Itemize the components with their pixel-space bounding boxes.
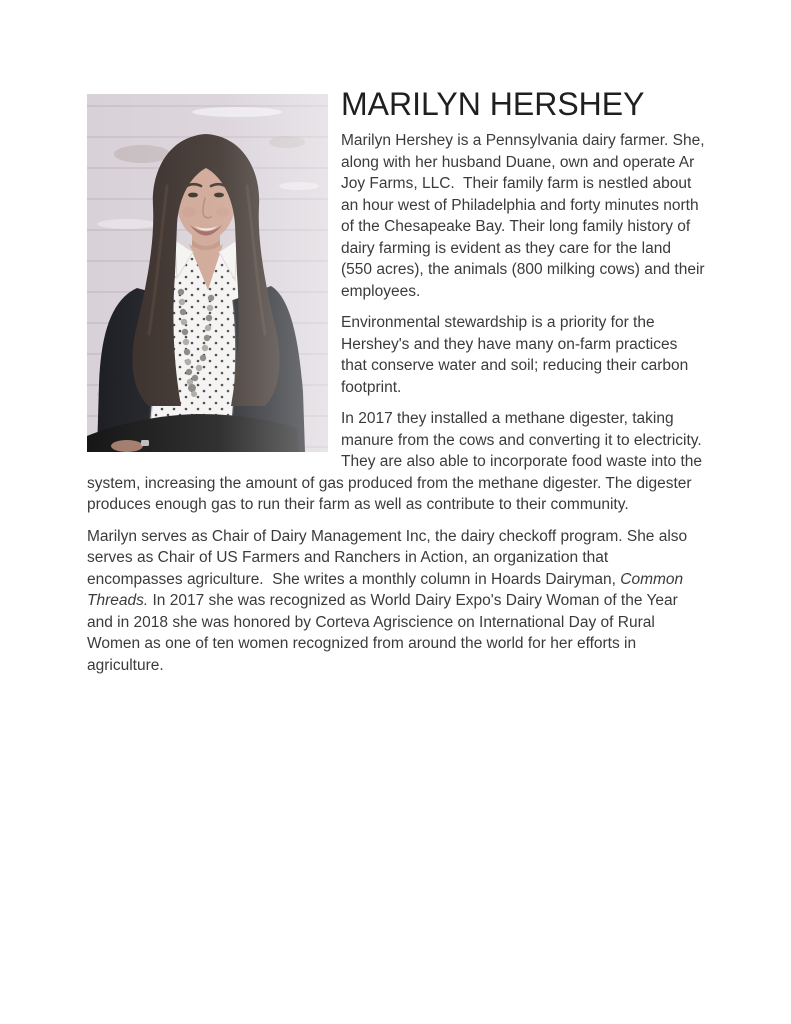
bio-text: Marilyn Hershey is a Pennsylvania dairy farmer. She, along with her husband Duane, own and operate Ar Joy Farms, LLC. Their family farm is nestled about an hour west of Philadelphia and forty minutes north of the Chesapeake Bay. Their long family history of dairy farming is evident as they care for the land (550 acres), the animals (800 milking cows) and their employees.	[341, 132, 709, 300]
page-title: MARILYN HERSHEY	[341, 86, 645, 122]
portrait-photo	[87, 94, 328, 452]
bio-paragraph-4	[87, 526, 705, 677]
bio-content	[87, 86, 709, 676]
bio-text: In 2017 they installed a methane digester, taking manure from the cows and converting it to electricity. They are also able to incorporate food waste into the system, increasing the amount of gas produced from the methane digester. The digester produces enough gas to run their farm as well as contribute to their community.	[87, 410, 707, 513]
bio-text: In 2017 she was recognized as World Dairy Expo's Dairy Woman of the Year and in 2018 she was honored by Corteva Agriscience on International Day of Rural Women as one of ten women recognized from around the world for her efforts in agriculture.	[87, 592, 683, 674]
bio-text: Environmental stewardship is a priority for the Hershey's and they have many on-farm practices that conserve water and soil; reducing their carbon footprint.	[341, 314, 693, 396]
publication-column-title: Common Threads.	[87, 570, 688, 609]
portrait-photo-frame	[87, 94, 328, 452]
bio-text: Marilyn serves as Chair of Dairy Management Inc, the dairy checkoff program. She also serves as Chair of US Farmers and Ranchers in Action, an organization that encompasses agriculture. She writes a monthly column in Hoards Dairyman,	[87, 527, 692, 588]
